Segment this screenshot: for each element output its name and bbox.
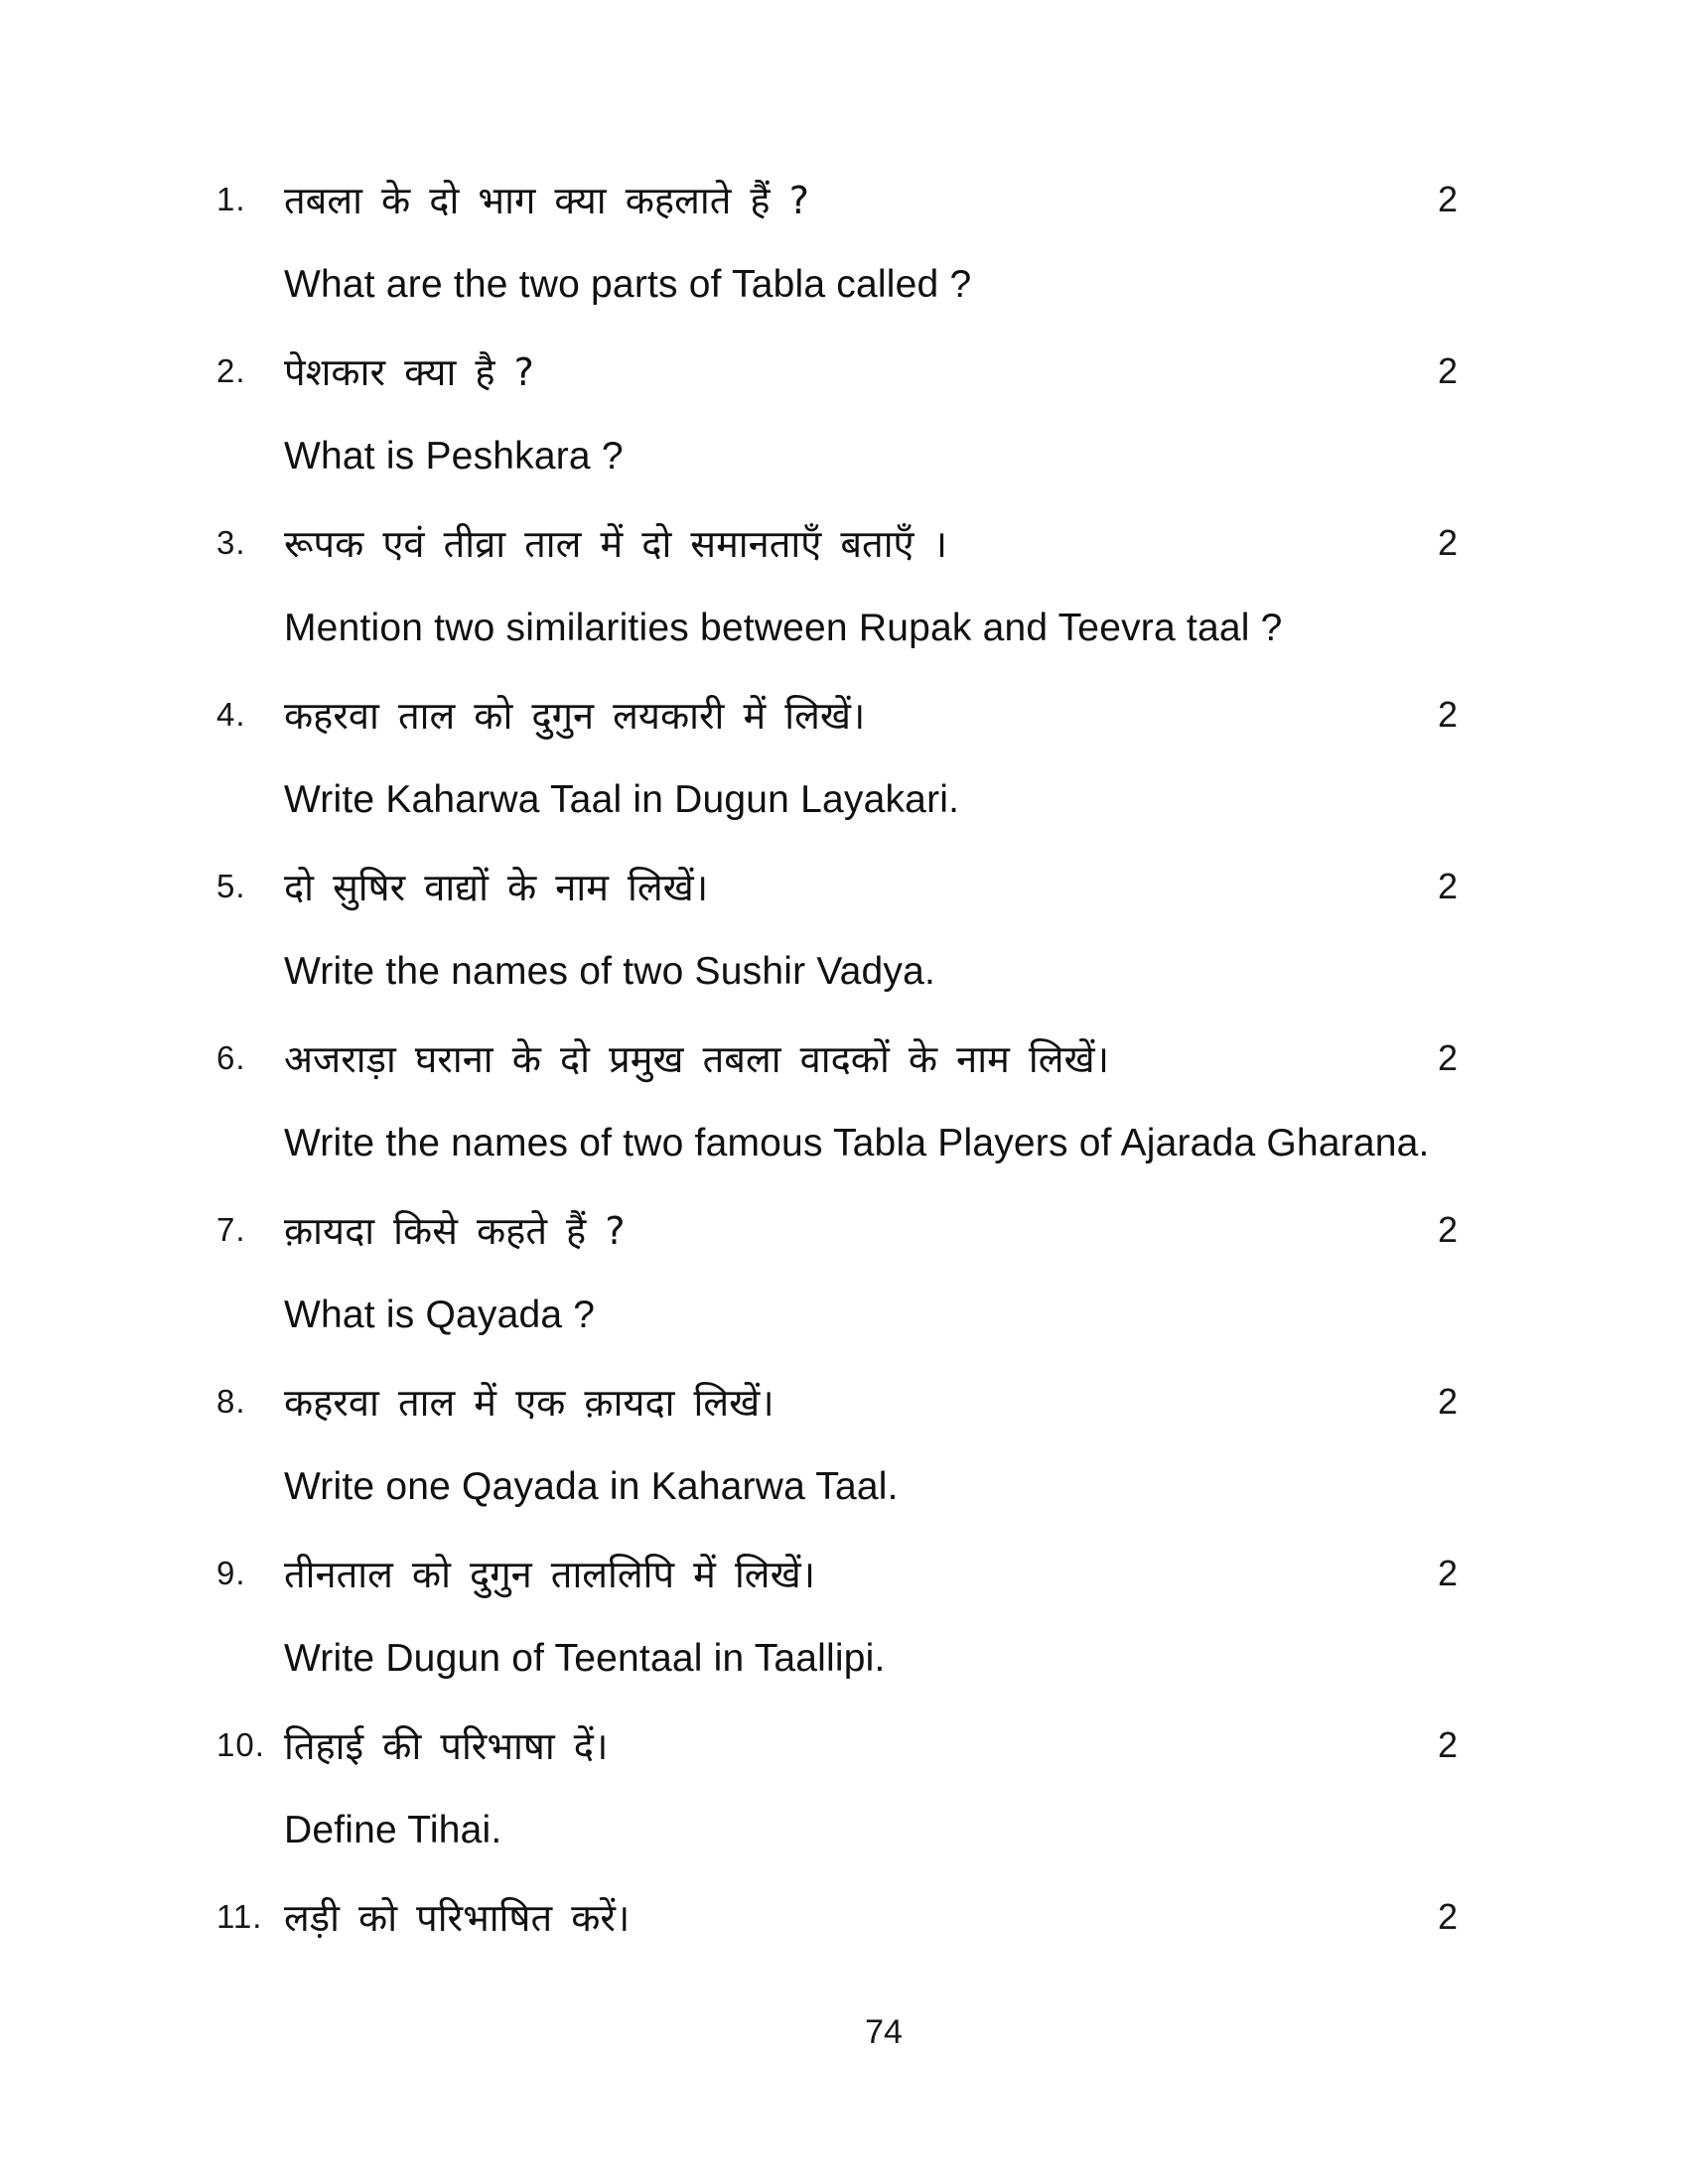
question-number: 8. xyxy=(216,1383,246,1420)
question-line-hindi xyxy=(0,1874,1688,1960)
question-text-english: What is Peshkara ? xyxy=(284,435,624,478)
question-marks: 2 xyxy=(1438,179,1459,219)
question-line-english xyxy=(0,757,1688,843)
question-text-hindi: कहरवा ताल को दुगुन लयकारी में लिखें। xyxy=(284,694,866,738)
question-line-english xyxy=(0,1616,1688,1702)
question-number: 9. xyxy=(216,1555,246,1591)
question-text-hindi: क़ायदा किसे कहते हैं ? xyxy=(284,1209,626,1253)
question-number: 2. xyxy=(216,352,246,389)
question-text-hindi: तिहाई की परिभाषा दें। xyxy=(284,1724,609,1768)
question-line-english xyxy=(0,1444,1688,1530)
question-text-hindi: दो सुषिर वाद्यों के नाम लिखें। xyxy=(284,866,709,909)
question-number: 4. xyxy=(216,696,246,733)
question-number: 3. xyxy=(216,524,246,561)
question-marks: 2 xyxy=(1438,1553,1459,1593)
question-line-english xyxy=(0,1273,1688,1358)
question-text-english: What is Qayada ? xyxy=(284,1294,596,1336)
question-number: 11. xyxy=(216,1898,263,1935)
question-block xyxy=(0,1187,1688,1359)
question-text-hindi: रूपक एवं तीव्रा ताल में दो समानताएँ बताएँ । xyxy=(284,522,948,566)
question-text-english: Write Kaharwa Taal in Dugun Layakari. xyxy=(284,778,960,821)
question-text-english: Write one Qayada in Kaharwa Taal. xyxy=(284,1465,899,1508)
page-number: 74 xyxy=(865,2013,903,2051)
question-line-hindi xyxy=(0,672,1688,757)
question-line-hindi xyxy=(0,157,1688,242)
question-line-hindi xyxy=(0,1016,1688,1101)
question-marks: 2 xyxy=(1438,522,1459,563)
question-text-english: Write the names of two famous Tabla Players of Ajarada Gharana. xyxy=(284,1122,1430,1164)
question-block xyxy=(0,1703,1688,1874)
question-line-english xyxy=(0,1101,1688,1186)
question-number: 5. xyxy=(216,868,246,904)
question-line-hindi xyxy=(0,500,1688,586)
question-block xyxy=(0,1531,1688,1703)
question-block xyxy=(0,329,1688,500)
question-number: 7. xyxy=(216,1211,246,1248)
question-line-hindi xyxy=(0,1359,1688,1444)
question-text-hindi: तीनताल को दुगुन ताललिपि में लिखें। xyxy=(284,1553,816,1596)
question-marks: 2 xyxy=(1438,350,1459,391)
question-text-hindi: लड़ी को परिभाषित करें। xyxy=(284,1896,631,1940)
question-text-hindi: कहरवा ताल में एक क़ायदा लिखें। xyxy=(284,1381,774,1425)
question-marks: 2 xyxy=(1438,1037,1459,1078)
question-block xyxy=(0,1016,1688,1187)
question-marks: 2 xyxy=(1438,866,1459,906)
question-text-english: Write Dugun of Teentaal in Taallipi. xyxy=(284,1637,886,1680)
question-block xyxy=(0,672,1688,844)
question-text-english: Define Tihai. xyxy=(284,1809,502,1851)
question-text-english: Write the names of two Sushir Vadya. xyxy=(284,950,936,993)
question-text-hindi: पेशकार क्या है ? xyxy=(284,350,534,394)
question-line-english xyxy=(0,242,1688,328)
question-marks: 2 xyxy=(1438,1209,1459,1250)
question-number: 1. xyxy=(216,181,246,217)
question-list xyxy=(0,157,1688,2046)
question-marks: 2 xyxy=(1438,1381,1459,1422)
question-marks: 2 xyxy=(1438,1724,1459,1765)
question-line-english xyxy=(0,1788,1688,1873)
question-text-english: Mention two similarities between Rupak and Teevra taal ? xyxy=(284,607,1283,649)
question-block xyxy=(0,1359,1688,1531)
question-line-english xyxy=(0,586,1688,671)
question-line-english xyxy=(0,414,1688,499)
question-text-english: What are the two parts of Tabla called ? xyxy=(284,263,972,306)
question-line-hindi xyxy=(0,844,1688,929)
question-line-hindi xyxy=(0,1703,1688,1788)
question-line-hindi xyxy=(0,1531,1688,1616)
question-line-hindi xyxy=(0,1187,1688,1273)
question-marks: 2 xyxy=(1438,1896,1459,1937)
question-block xyxy=(0,844,1688,1016)
question-block xyxy=(0,500,1688,672)
question-text-hindi: तबला के दो भाग क्या कहलाते हैं ? xyxy=(284,179,809,222)
question-line-hindi xyxy=(0,329,1688,414)
question-marks: 2 xyxy=(1438,694,1459,735)
question-block xyxy=(0,157,1688,329)
question-number: 10. xyxy=(216,1726,265,1763)
question-text-hindi: अजराड़ा घराना के दो प्रमुख तबला वादकों के नाम लिखें। xyxy=(284,1037,1109,1081)
question-number: 6. xyxy=(216,1039,246,1076)
question-line-english xyxy=(0,929,1688,1015)
